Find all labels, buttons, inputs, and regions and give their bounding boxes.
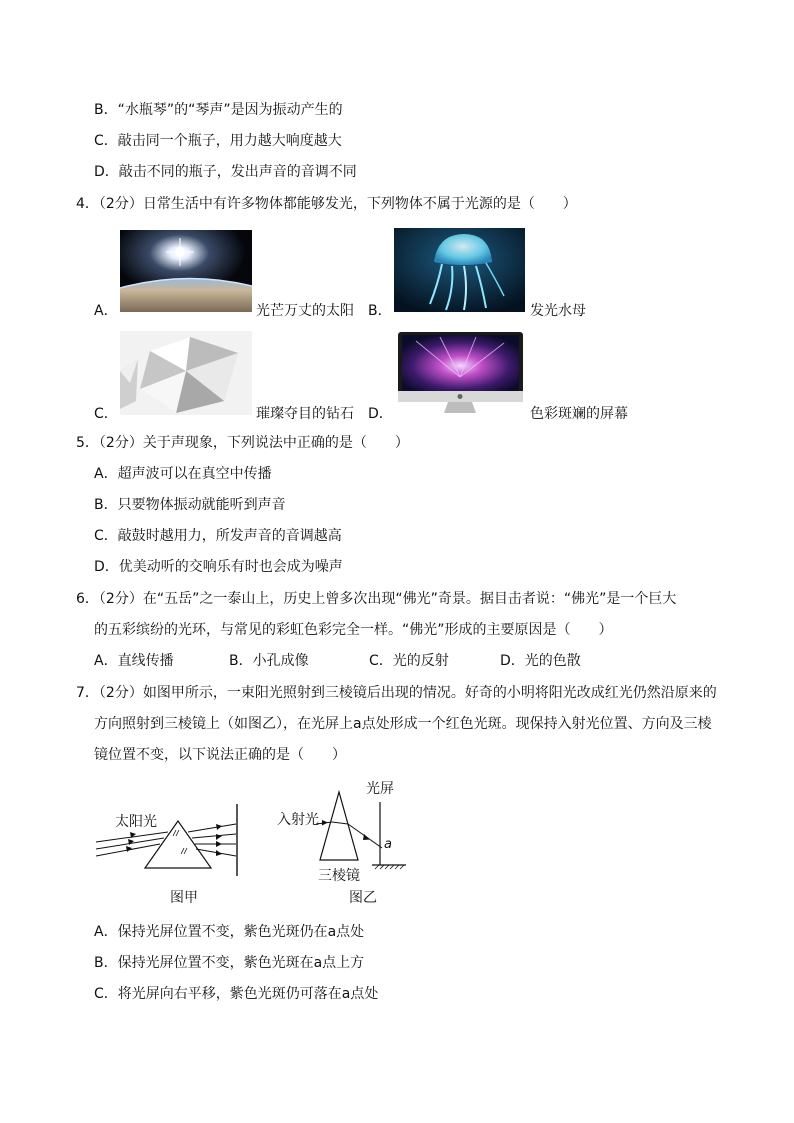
q5-stem: 5．（2分）关于声现象，下列说法中正确的是（ ） [76, 435, 409, 451]
prism-figure-b [272, 776, 412, 910]
q7-stem-line1: 7．（2分）如图甲所示，一束阳光照射到三棱镜后出现的情况。好奇的小明将阳光改成红光仍然沿原来的 [76, 685, 717, 701]
prism-triangle-b [320, 792, 358, 860]
q4-option-c-text: 璀璨夺目的钻石 [256, 406, 354, 422]
figure-a-caption: 图甲 [170, 890, 198, 906]
q6-stem-line2: 的五彩缤纷的光环，与常见的彩虹色彩完全一样。“佛光”形成的主要原因是（ ） [94, 622, 613, 638]
q4-option-c-label: C． [94, 406, 118, 422]
q7-option-b: B．保持光屏位置不变，紫色光斑在a点上方 [94, 955, 365, 971]
q6-option-d: D．光的色散 [500, 653, 581, 669]
q4-stem: 4．（2分）日常生活中有许多物体都能够发光，下列物体不属于光源的是（ ） [76, 196, 577, 212]
q3-option-c: C．敲击同一个瓶子，用力越大响度越大 [94, 133, 342, 149]
q7-stem-line3: 镜位置不变，以下说法正确的是（ ） [94, 747, 346, 763]
q5-option-c: C．敲鼓时越用力，所发声音的音调越高 [94, 528, 342, 544]
incident-light-label: 入射光 [277, 812, 319, 828]
prism-figure-a [90, 796, 260, 908]
screen-label: 光屏 [366, 781, 394, 797]
monitor-screen-image [396, 331, 525, 415]
q5-option-a: A．超声波可以在真空中传播 [94, 466, 272, 482]
q6-stem-line1: 6．（2分）在“五岳”之一泰山上，历史上曾多次出现“佛光”奇景。据目击者说：“佛光”是一个巨大 [76, 591, 677, 607]
q4-option-b-text: 发光水母 [530, 303, 586, 319]
jellyfish-image [394, 228, 525, 312]
q5-option-b: B．只要物体振动就能听到声音 [94, 497, 286, 513]
diamond-image [120, 331, 252, 415]
figure-b-caption: 图乙 [349, 890, 377, 906]
sun-image [120, 230, 252, 312]
q4-option-d-label: D． [368, 406, 393, 422]
q4-option-b-label: B． [368, 303, 392, 319]
q3-option-d: D．敲击不同的瓶子，发出声音的音调不同 [94, 164, 357, 180]
q7-option-c: C．将光屏向右平移，紫色光斑仍可落在a点处 [94, 986, 379, 1002]
q4-option-a-label: A． [94, 303, 118, 319]
sunlight-label: 太阳光 [115, 814, 157, 830]
q4-option-a-text: 光芒万丈的太阳 [256, 303, 354, 319]
q7-stem-line2: 方向照射到三棱镜上（如图乙），在光屏上a点处形成一个红色光斑。现保持入射光位置、方向及三棱 [94, 716, 712, 732]
q6-option-a: A．直线传播 [94, 653, 174, 669]
q6-option-c: C．光的反射 [369, 653, 449, 669]
q5-option-d: D．优美动听的交响乐有时也会成为噪声 [94, 559, 343, 575]
point-a-label: a [384, 837, 392, 852]
q3-option-b: B．“水瓶琴”的“琴声”是因为振动产生的 [94, 102, 343, 118]
q6-option-b: B．小孔成像 [229, 653, 309, 669]
q7-option-a: A．保持光屏位置不变，紫色光斑仍在a点处 [94, 924, 365, 940]
q4-option-d-text: 色彩斑斓的屏幕 [530, 406, 628, 422]
prism-label: 三棱镜 [318, 868, 360, 884]
